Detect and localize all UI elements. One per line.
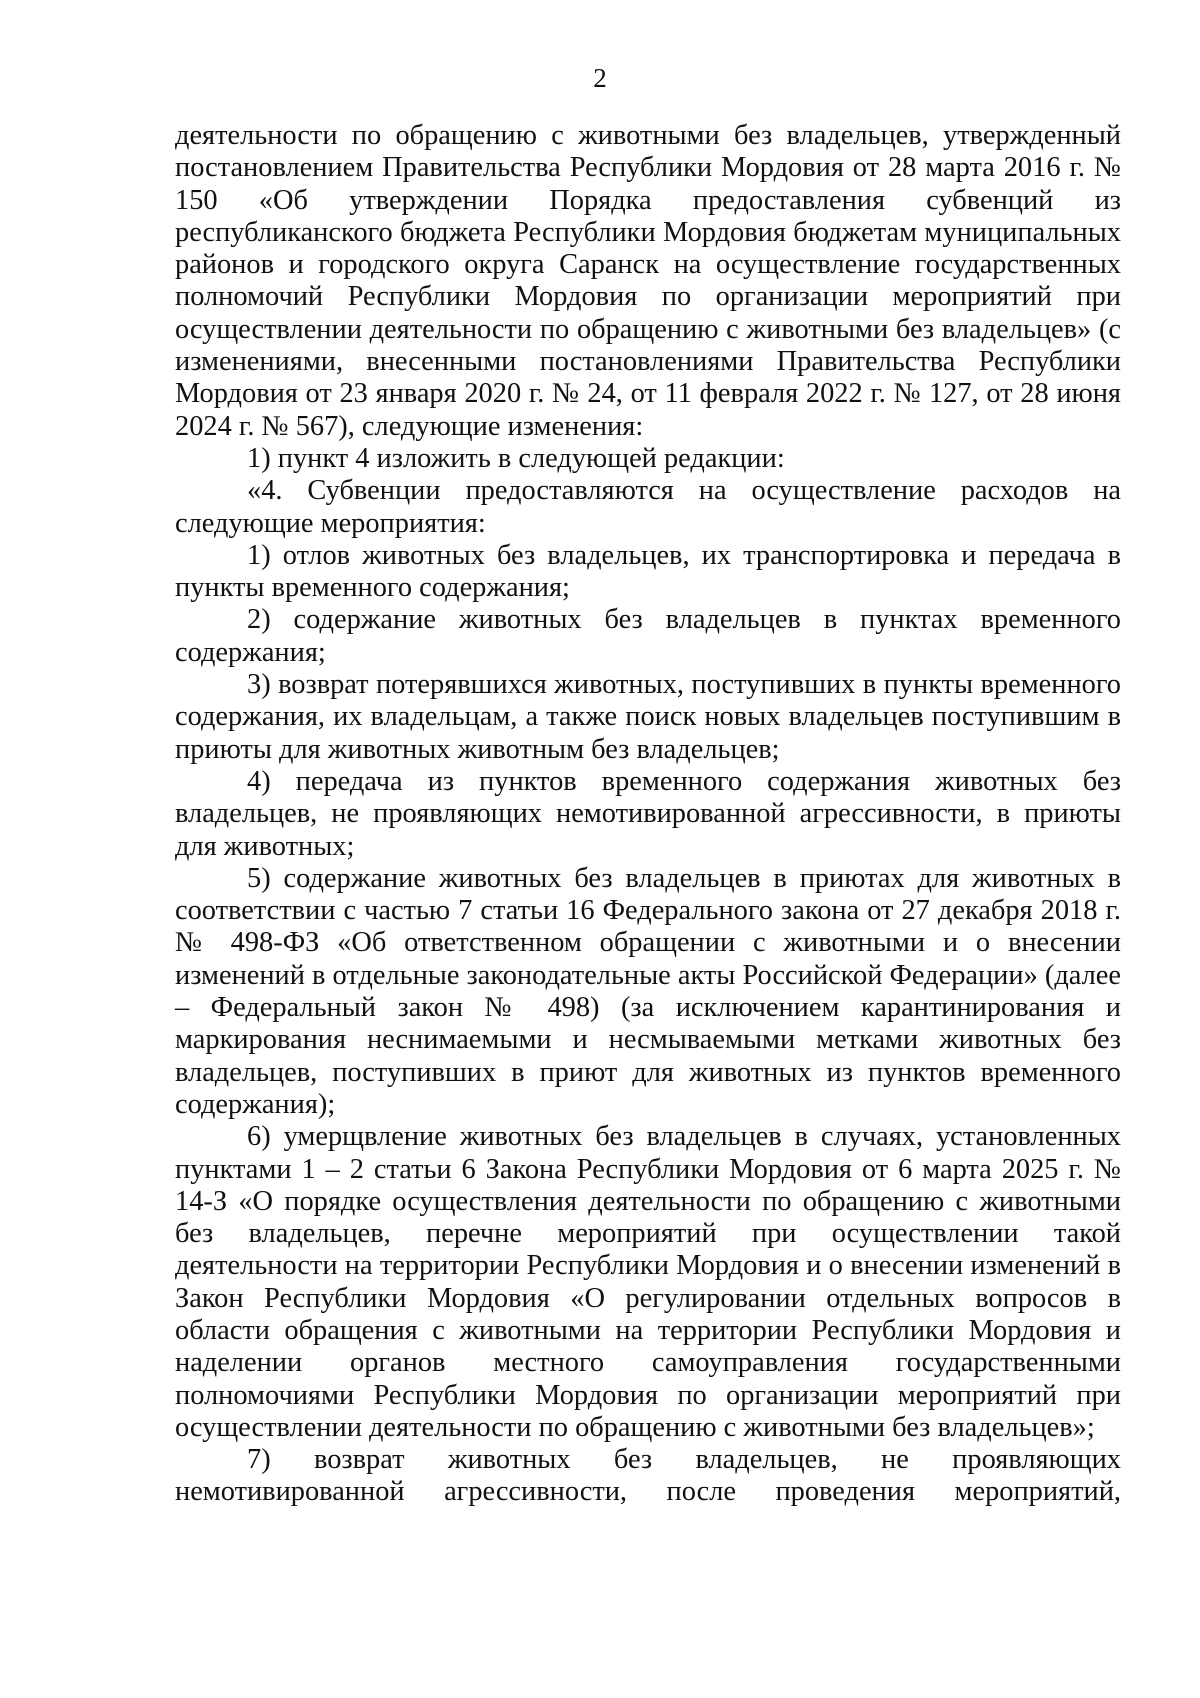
page-number: 2: [593, 63, 607, 93]
paragraph-subitem-4: 4) передача из пунктов временного содержания животных без владельцев, не проявляющих немотивированной агрессивности, в приюты для животных;: [175, 765, 1121, 862]
paragraph-subitem-6: 6) умерщвление животных без владельцев в случаях, установленных пунктами 1 – 2 статьи 6 Закона Республики Мордовия от 6 марта 2025 г. № 14-З «О порядке осуществления деятельности по обращению с животными без владельцев, перечне мероприятий при осуществлении такой деятельности на территории Республики Мордовия и о внесении изменений в Закон Республики Мордовия «О регулировании отдельных вопросов в области обращения с животными на территории Республики Мордовия и наделении органов местного самоуправления государственными полномочиями Республики Мордовия по организации мероприятий при осуществлении деятельности по обращению с животными без владельцев»;: [175, 1121, 1121, 1443]
paragraph-subitem-7: 7) возврат животных без владельцев, не проявляющих немотивированной агрессивности, после проведения мероприятий,: [175, 1444, 1121, 1508]
document-body: [175, 120, 1121, 1509]
paragraph-subitem-1: 1) отлов животных без владельцев, их транспортировка и передача в пункты временного содержания;: [175, 539, 1121, 604]
paragraph-subitem-2: 2) содержание животных без владельцев в пунктах временного содержания;: [175, 604, 1121, 668]
paragraph-point-4: «4. Субвенции предоставляются на осуществление расходов на следующие мероприятия:: [175, 475, 1121, 539]
paragraph-subitem-5: 5) содержание животных без владельцев в приютах для животных в соответствии с частью 7 статьи 16 Федерального закона от 27 декабря 2018 г. № 498-ФЗ «Об ответственном обращении с животными и о внесении изменений в отдельные законодательные акты Российской Федерации» (далее – Федеральный закон № 498) (за исключением карантинирования и маркирования неснимаемыми и несмываемыми метками животных без владельцев, поступивших в приют для животных из пунктов временного содержания);: [175, 862, 1121, 1120]
paragraph-item-1: 1) пункт 4 изложить в следующей редакции:: [247, 442, 785, 474]
paragraph-continuation: деятельности по обращению с животными без владельцев, утвержденный постановлением Правительства Республики Мордовия от 28 марта 2016 г. № 150 «Об утверждении Порядка предоставления субвенций из республиканского бюджета Республики Мордовия бюджетам муниципальных районов и городского округа Саранск на осуществление государственных полномочий Республики Мордовия по организации мероприятий при осуществлении деятельности по обращению с животными без владельцев» (с изменениями, внесенными постановлениями Правительства Республики Мордовия от 23 января 2020 г. № 24, от 11 февраля 2022 г. № 127, от 28 июня 2024 г. № 567), следующие изменения:: [175, 120, 1121, 442]
paragraph-subitem-3: 3) возврат потерявшихся животных, поступивших в пункты временного содержания, их владельцам, а также поиск новых владельцев поступившим в приюты для животных животным без владельцев;: [175, 669, 1121, 765]
